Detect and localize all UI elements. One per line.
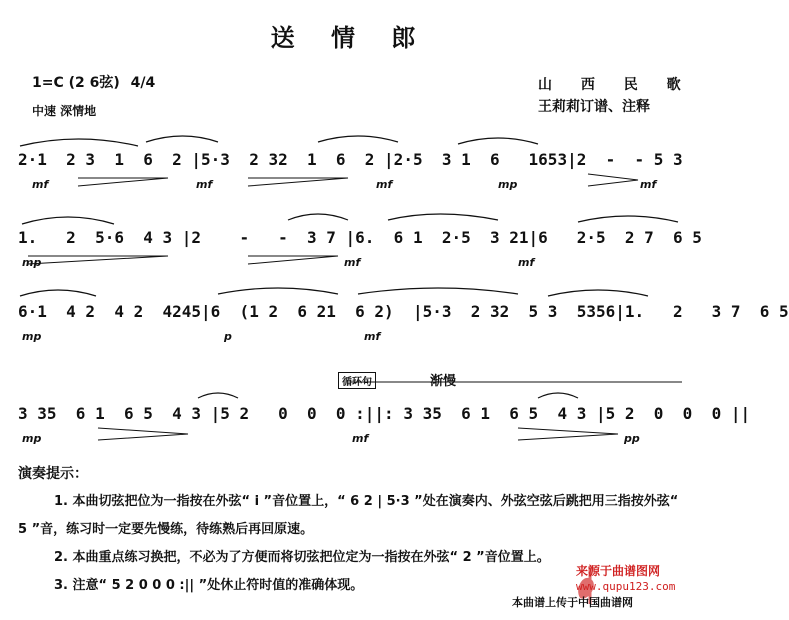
staff-line-3 bbox=[18, 280, 789, 350]
watermark-url: www.qupu123.com bbox=[576, 580, 676, 593]
score-editor: 王莉莉订谱、注释 bbox=[538, 99, 650, 115]
tip-item: 3. 注意“ 5 2 0 0 0 :|| ”处休止符时值的准确体现。 bbox=[54, 578, 364, 593]
dynamic-mark: mf bbox=[518, 256, 535, 269]
dynamic-mark: mp bbox=[22, 330, 42, 343]
key-signature bbox=[32, 72, 155, 92]
dynamic-mark: mp bbox=[22, 432, 42, 445]
dynamic-mark: mp bbox=[22, 256, 42, 269]
song-source: 山 西 民 歌 bbox=[538, 77, 693, 93]
dynamic-mark: mp bbox=[498, 178, 518, 191]
dynamic-mark: pp bbox=[624, 432, 640, 445]
dynamic-mark: mf bbox=[32, 178, 49, 191]
repeat-label: 循环句 bbox=[338, 372, 376, 389]
staff-line-4 bbox=[18, 382, 751, 452]
notation-line-2: 1. 2 5·6 4 3 |2 - - 3 7 |6. 6 1 2·5 3 21|6 2·5 2 7 6 5 bbox=[18, 228, 702, 247]
notation-line-1: 2·1 2 3 1 6 2 |5·3 2 32 1 6 2 |2·5 3 1 6 1653|2 - - 5 3 bbox=[18, 150, 683, 169]
dynamic-mark: mf bbox=[352, 432, 369, 445]
key-label: 1=C (2 6弦) bbox=[32, 75, 120, 91]
dynamic-mark: p bbox=[224, 330, 232, 343]
tempo-marking: 中速 深情地 bbox=[32, 104, 97, 118]
dynamic-mark: mf bbox=[196, 178, 213, 191]
footer-note: 本曲谱上传于中国曲谱网 bbox=[512, 596, 633, 609]
dynamic-mark: mf bbox=[344, 256, 361, 269]
ritardando-label: 渐慢 bbox=[430, 374, 457, 389]
dynamic-mark: mf bbox=[376, 178, 393, 191]
notation-line-3: 6·1 4 2 4 2 4245|6 (1 2 6 21 6 2) |5·3 2 32 5 3 5356|1. 2 3 7 6 5 bbox=[18, 302, 789, 321]
tip-item: 2. 本曲重点练习换把，不必为了方便而将切弦把位定为一指按在外弦“ 2 ”音位置上。 bbox=[54, 550, 550, 565]
song-title: 送 情 郎 bbox=[270, 24, 430, 52]
dynamic-mark: mf bbox=[364, 330, 381, 343]
watermark-text: 来源于曲谱图网 bbox=[576, 564, 661, 578]
time-signature: 4/4 bbox=[130, 75, 156, 91]
tip-item: 1. 本曲切弦把位为一指按在外弦“ i ”音位置上，“ 6 2 | 5·3 ”处在演奏内、外弦空弦后跳把用三指按外弦“ 5 ”音，练习时一定要先慢练，待练熟后再回原速。 bbox=[18, 494, 679, 537]
dynamic-mark: mf bbox=[640, 178, 657, 191]
staff-line-2 bbox=[18, 206, 702, 276]
staff-line-1 bbox=[18, 128, 682, 198]
notation-line-4: 3 35 6 1 6 5 4 3 |5 2 0 0 0 :||: 3 35 6 1 6 5 4 3 |5 2 0 0 0 || bbox=[18, 404, 751, 423]
tips-heading: 演奏提示： bbox=[18, 466, 88, 482]
